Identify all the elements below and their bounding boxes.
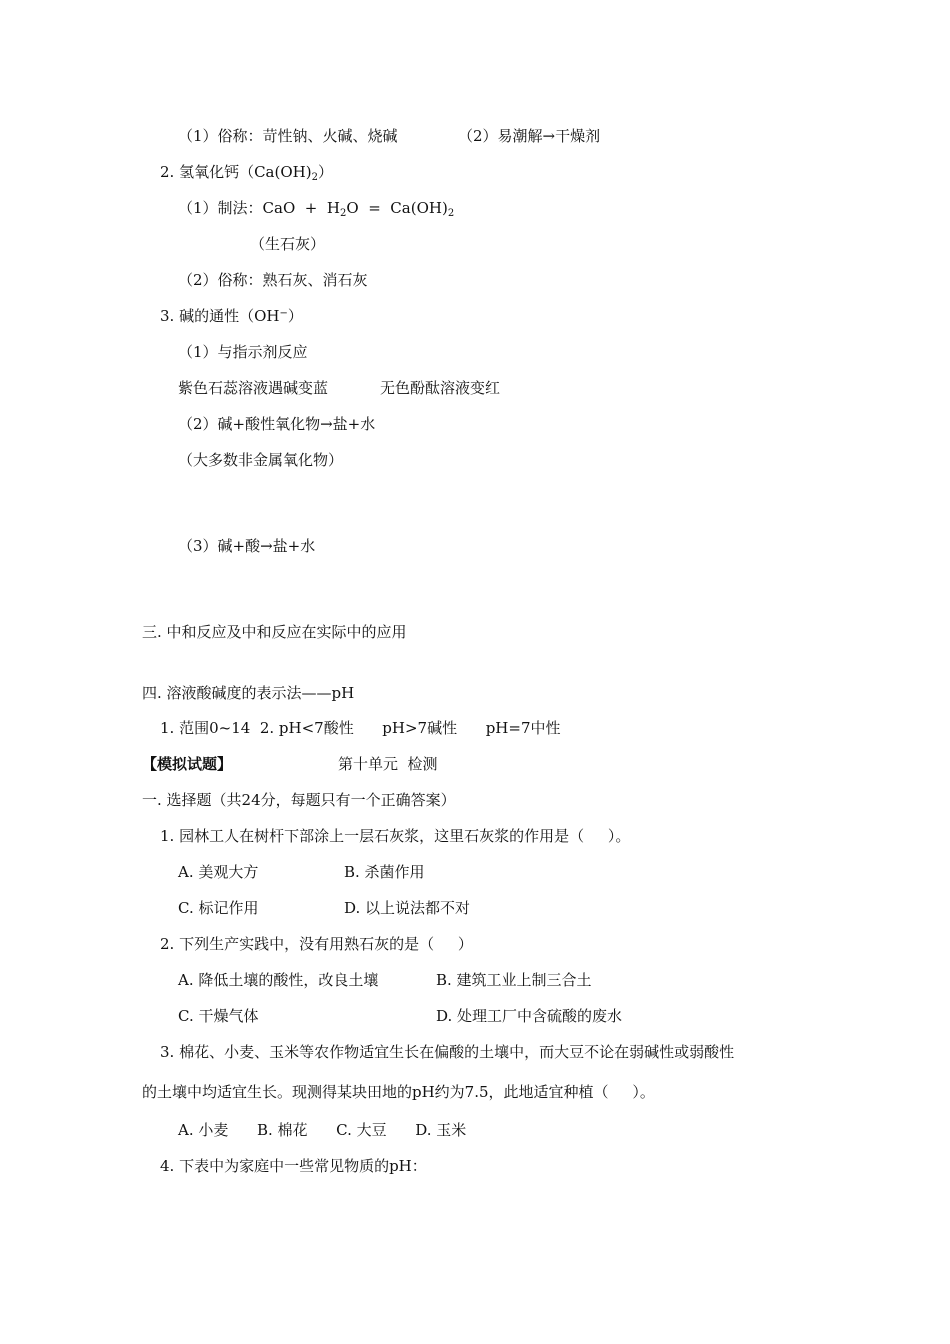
option: C. 干燥气体: [178, 1007, 259, 1025]
text-line: （生石灰）: [250, 235, 326, 253]
text-line: （1）俗称：苛性钠、火碱、烧碱: [178, 127, 398, 145]
text-line: 无色酚酞溶液变红: [380, 379, 501, 397]
option: C. 标记作用: [178, 899, 259, 917]
text-line: （2）易潮解→干燥剂: [458, 127, 601, 145]
exam-title: 【模拟试题】: [142, 755, 233, 773]
option: D. 以上说法都不对: [344, 899, 471, 917]
text-line: （2）俗称：熟石灰、消石灰: [178, 271, 368, 289]
question-1: 1. 园林工人在树杆下部涂上一层石灰浆，这里石灰浆的作用是（ ）。: [160, 827, 631, 845]
option: B. 杀菌作用: [344, 863, 425, 881]
text-line: （3）碱+酸→盐+水: [178, 537, 316, 555]
text-line: 3. 碱的通性（OH−）: [160, 307, 303, 325]
option: B. 建筑工业上制三合土: [436, 971, 592, 989]
section-heading: 一. 选择题（共24分，每题只有一个正确答案）: [142, 791, 456, 809]
option: D. 处理工厂中含硫酸的废水: [436, 1007, 623, 1025]
question-4: 4. 下表中为家庭中一些常见物质的pH：: [160, 1157, 427, 1175]
unit-title: 第十单元 检测: [338, 755, 438, 773]
section-heading: 四. 溶液酸碱度的表示法——pH: [142, 684, 355, 702]
question-2: 2. 下列生产实践中，没有用熟石灰的是（ ）: [160, 935, 473, 953]
text-line: （2）碱+酸性氧化物→盐+水: [178, 415, 376, 433]
text-line: （1）制法：CaO + $H_2O = Ca(OH)_2$: [178, 199, 455, 219]
text-line: 紫色石蕊溶液遇碱变蓝: [178, 379, 329, 397]
text-line: 1. 范围0~14 2. pH<7酸性 pH>7碱性 pH=7中性: [160, 719, 561, 737]
text-line: 2. 氢氧化钙$(Ca(OH)_2)$: [160, 163, 333, 183]
text-line: （大多数非金属氧化物）: [178, 451, 344, 469]
option: A. 降低土壤的酸性，改良土壤: [178, 971, 379, 989]
question-3: 3. 棉花、小麦、玉米等农作物适宜生长在偏酸的土壤中，而大豆不论在弱碱性或弱酸性: [160, 1043, 735, 1061]
text-line: （1）与指示剂反应: [178, 343, 308, 361]
option: A. 美观大方: [178, 863, 259, 881]
section-heading: 三. 中和反应及中和反应在实际中的应用: [142, 623, 407, 641]
options: A. 小麦 B. 棉花 C. 大豆 D. 玉米: [178, 1121, 467, 1139]
question-3-cont: 的土壤中均适宜生长。现测得某块田地的pH约为7.5，此地适宜种植（ ）。: [142, 1083, 655, 1101]
